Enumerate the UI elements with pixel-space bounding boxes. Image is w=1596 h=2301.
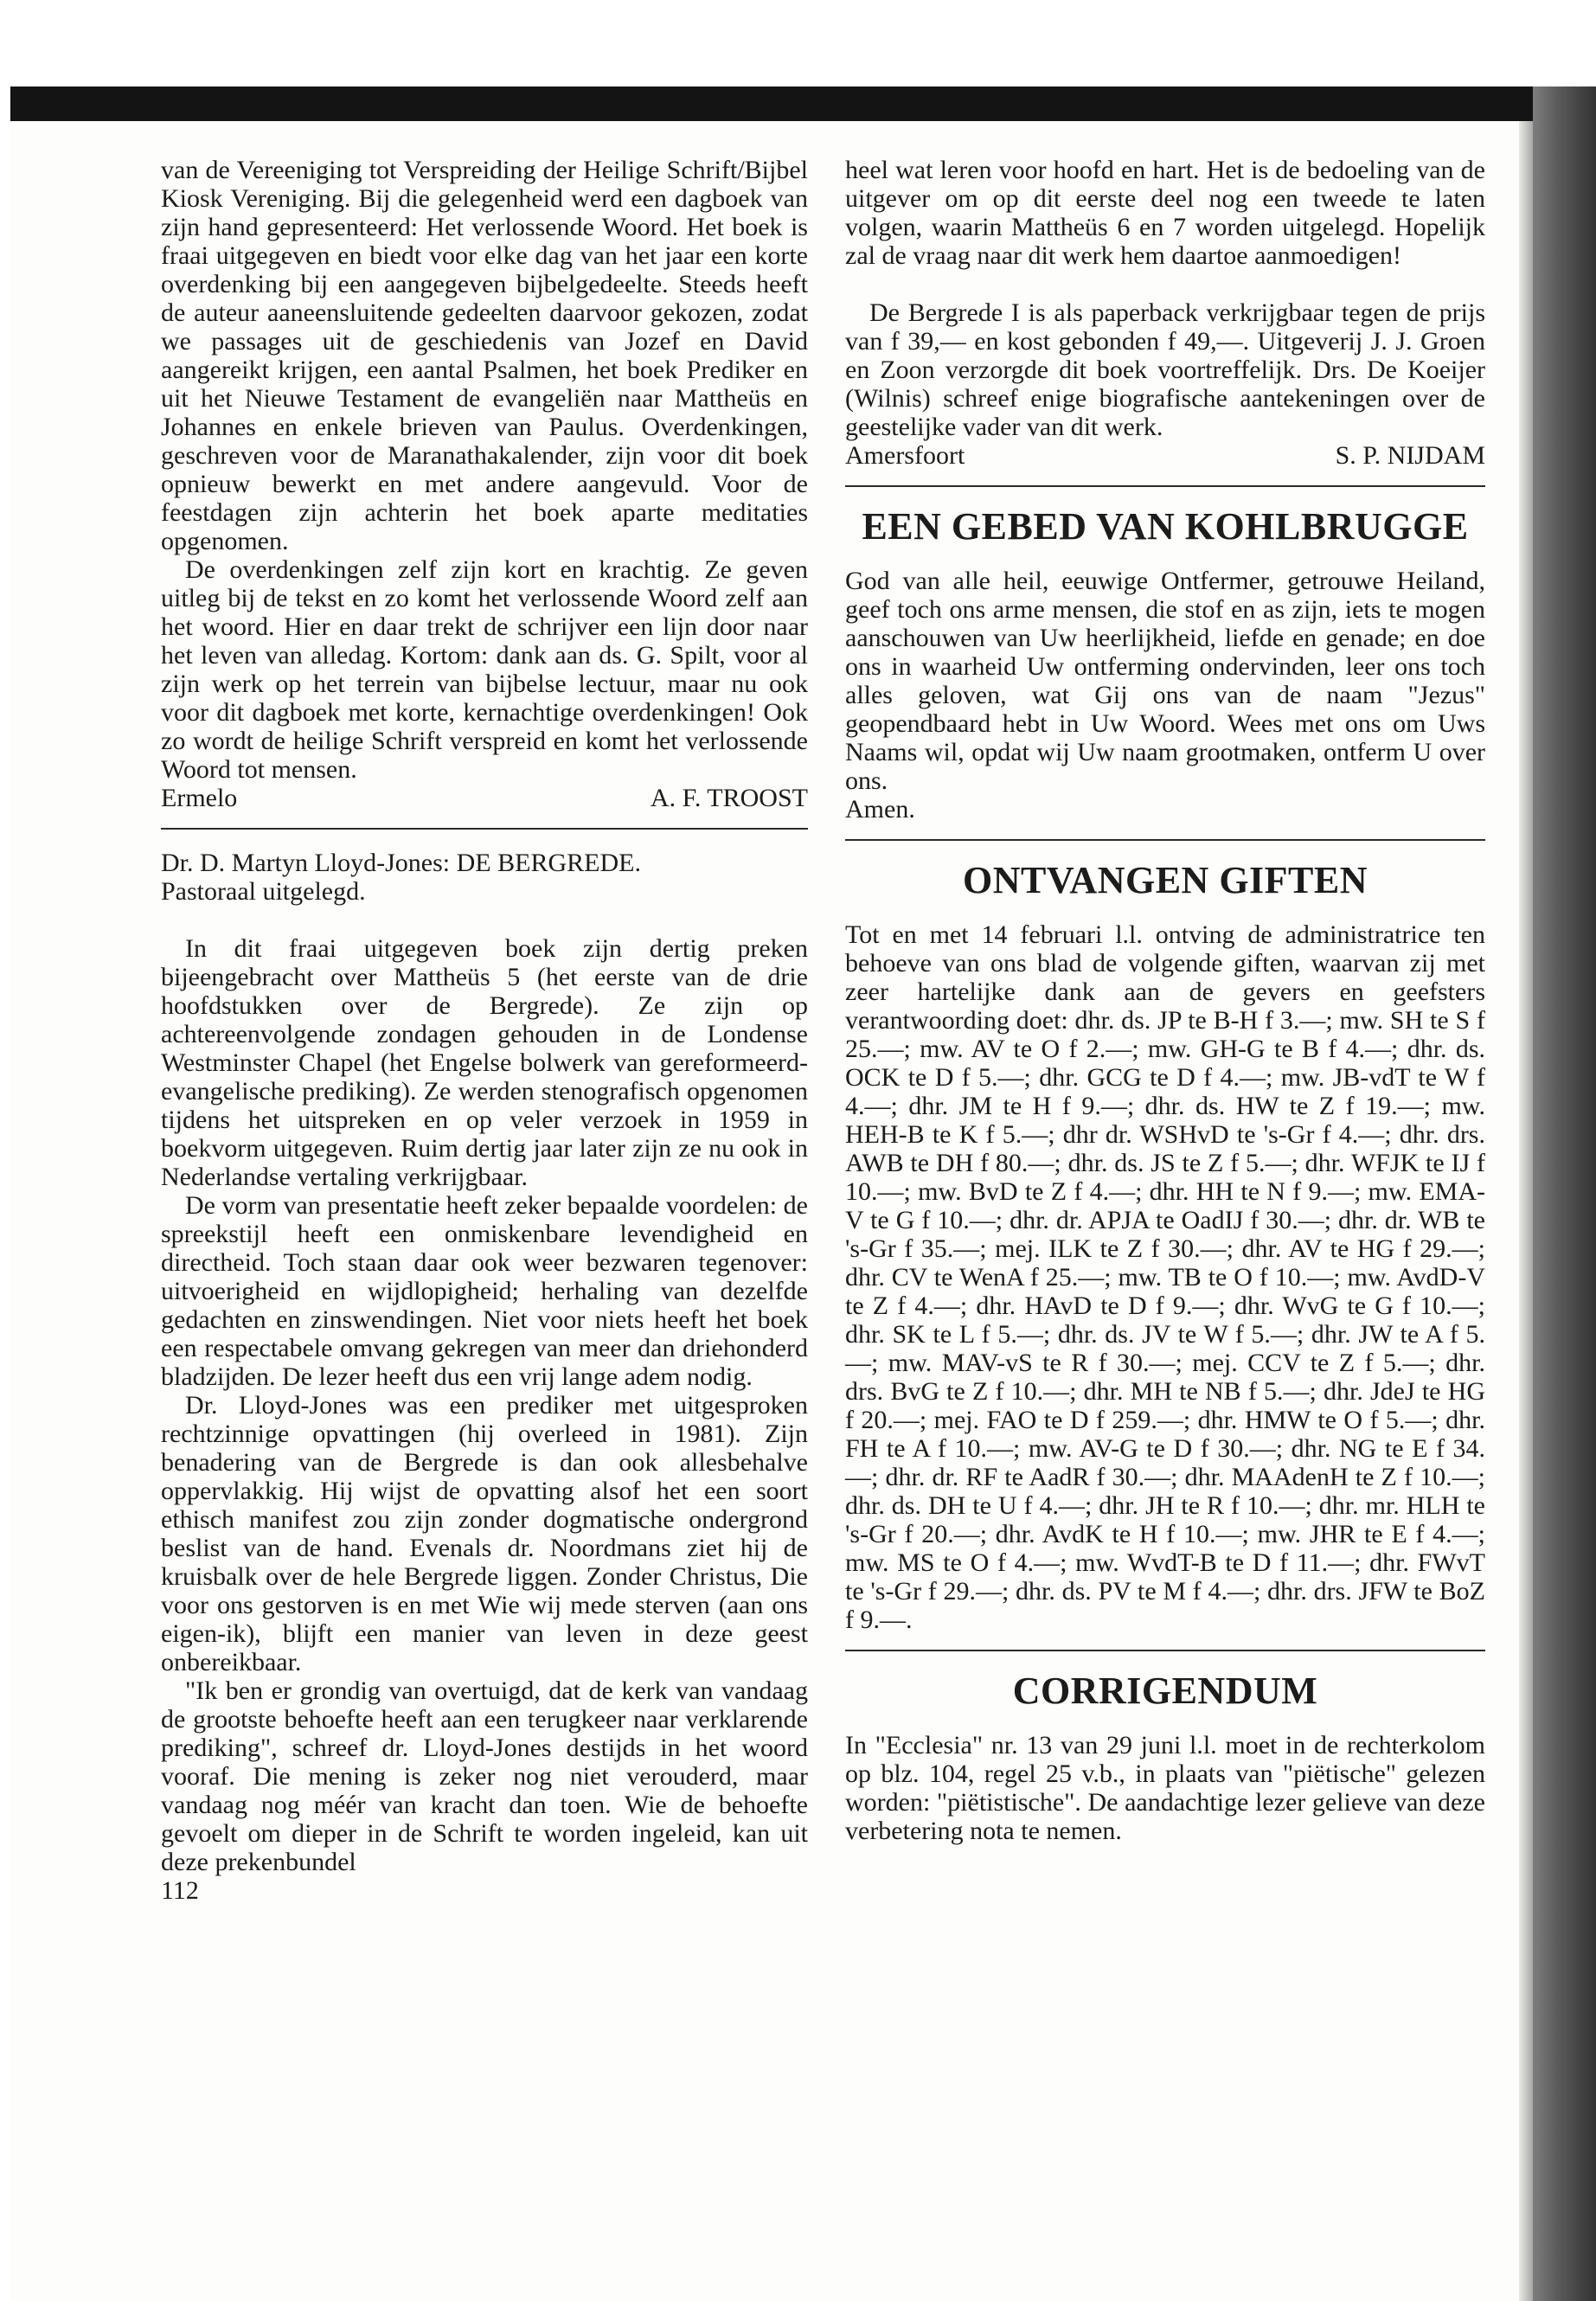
review-bergrede-paragraph-6: De Bergrede I is als paperback verkrijgbaar tegen de prijs van f 39,— en kost gebonden f 49,—. Uitgeverij J. J. Groen en Zoon verzorgde dit boek voortreffelijk. Drs. De Koeijer (Wilnis) schreef enige biografische aantekeningen over de geestelijke vader van dit werk. (845, 298, 1485, 441)
left-column (161, 156, 808, 1905)
section-divider (845, 839, 1485, 841)
section-divider (161, 828, 808, 830)
review-title: Dr. D. Martyn Lloyd-Jones: DE BERGREDE. (161, 849, 641, 877)
corrigendum-text: In "Ecclesia" nr. 13 van 29 juni l.l. moet in de rechterkolom op blz. 104, regel 25 v.b., in plaats van "piëtische" gelezen worden: "piëtistische". De aandachtige lezer gelieve van deze verbetering nota te nemen. (845, 1731, 1485, 1845)
scan-left-edge (0, 87, 10, 2301)
review-bergrede-paragraph-1: In dit fraai uitgegeven boek zijn dertig preken bijeengebracht over Mattheüs 5 (het eerste van de drie hoofdstukken over de Bergrede). Ze zijn op achtereenvolgende zondagen gehouden in de Londense Westminster Chapel (het Engelse bolwerk van gereformeerd-evangelische prediking). Ze werden stenografisch opgenomen tijdens het uitspreken en op veler verzoek in 1959 in boekvorm uitgegeven. Ruim dertig jaar later zijn ze nu ook in Nederlandse vertaling verkrijgbaar. (161, 934, 808, 1191)
scan-right-border (1533, 87, 1596, 2301)
prayer-text: God van alle heil, eeuwige Ontfermer, getrouwe Heiland, geef toch ons arme mensen, die stof en as zijn, iets te mogen aanschouwen van Uw heerlijkheid, liefde en genade; en doe ons in waarheid Uw ontferming ondervinden, leer ons toch alles geloven, wat Gij ons van de naam "Jezus" geopendbaard hebt in Uw Woord. Wees met ons om Uws Naams wil, opdat wij Uw naam grootmaken, ontferm U over ons. (845, 567, 1485, 795)
signature-name: S. P. NIJDAM (1335, 441, 1485, 470)
review-bergrede-paragraph-4: "Ik ben er grondig van overtuigd, dat de kerk van vandaag de grootste behoefte heeft aan een terugkeer naar verklarende prediking", schreef dr. Lloyd-Jones destijds in het woord vooraf. Die mening is zeker nog niet verouderd, maar vandaag nog méér van kracht dan toen. Wie de behoefte gevoelt om dieper in de Schrift te worden ingeleid, kan uit deze prekenbundel (161, 1676, 808, 1876)
signature-name: A. F. TROOST (650, 784, 808, 812)
review-bergrede-paragraph-3: Dr. Lloyd-Jones was een prediker met uitgesproken rechtzinnige opvattingen (hij overleed in 1981). Zijn benadering van de Bergrede is dan ook allesbehalve oppervlakkig. Hij wijst de opvatting alsof het een soort ethisch manifest zou zijn zonder dogmatische ondergrond beslist van de hand. Evenals dr. Noordmans ziet hij de kruisbalk over de hele Bergrede liggen. Zonder Christus, Die voor ons gestorven is en met Wie wij mede sterven (aan ons eigen-ik), blijft een manier van leven in deze geest onbereikbaar. (161, 1391, 808, 1676)
gifts-list: Tot en met 14 februari l.l. ontving de administratrice ten behoeve van ons blad de volgende giften, waarvan zij met zeer hartelijke dank aan de gevers en geefsters verantwoording doet: dhr. ds. JP te B-H f 3.—; mw. SH te S f 25.—; mw. AV te O f 2.—; mw. GH-G te B f 4.—; dhr. ds. OCK te D f 5.—; dhr. GCG te D f 4.—; mw. JB-vdT te W f 4.—; dhr. JM te H f 9.—; dhr. ds. HW te Z f 19.—; mw. HEH-B te K f 5.—; dhr dr. WSHvD te 's-Gr f 4.—; dhr. drs. AWB te DH f 80.—; dhr. ds. JS te Z f 5.—; dhr. WFJK te IJ f 10.—; mw. BvD te Z f 4.—; dhr. HH te N f 9.—; mw. EMA-V te G f 10.—; dhr. dr. APJA te OadIJ f 30.—; dhr. dr. WB te 's-Gr f 35.—; mej. ILK te Z f 30.—; dhr. AV te HG f 29.—; dhr. CV te WenA f 25.—; mw. TB te O f 10.—; mw. AvdD-V te Z f 4.—; dhr. HAvD te D f 9.—; dhr. WvG te G f 10.—; dhr. SK te L f 5.—; dhr. ds. JV te W f 5.—; dhr. JW te A f 5.—; mw. MAV-vS te R f 30.—; mej. CCV te Z f 5.—; dhr. drs. BvG te Z f 10.—; dhr. MH te NB f 5.—; dhr. JdeJ te HG f 20.—; mej. FAO te D f 259.—; dhr. HMW te O f 5.—; dhr. FH te A f 10.—; mw. AV-G te D f 30.—; dhr. NG te E f 34.—; dhr. dr. RF te AadR f 30.—; dhr. MAAdenH te Z f 10.—; dhr. ds. DH te U f 4.—; dhr. JH te R f 10.—; dhr. mr. HLH te 's-Gr f 20.—; dhr. AvdK te H f 10.—; mw. JHR te E f 4.—; mw. MS te O f 4.—; mw. WvdT-B te D f 11.—; dhr. FWvT te 's-Gr f 29.—; dhr. ds. PV te M f 4.—; dhr. drs. JFW te BoZ f 9.—. (845, 920, 1485, 1634)
section-divider (845, 485, 1485, 487)
signature-place: Amersfoort (845, 441, 965, 470)
review-bergrede-paragraph-5: heel wat leren voor hoofd en hart. Het is de bedoeling van de uitgever om op dit eerste deel nog een tweede te laten volgen, waarin Mattheüs 6 en 7 worden uitgelegd. Hopelijk zal de vraag naar dit werk hem daartoe aanmoedigen! (845, 156, 1485, 270)
review-subtitle: Pastoraal uitgelegd. (161, 877, 366, 906)
heading-corrigendum: CORRIGENDUM (1012, 1670, 1318, 1712)
signature-troost (161, 784, 808, 812)
heading-giften: ONTVANGEN GIFTEN (962, 859, 1368, 901)
review-dagboek-paragraph-2: De overdenkingen zelf zijn kort en krachtig. Ze geven uitleg bij de tekst en zo komt het verlossende Woord zelf aan het woord. Hier en daar trekt de schrijver een lijn door naar het leven van alledag. Kortom: dank aan ds. G. Spilt, voor al zijn werk op het terrein van bijbelse lectuur, maar nu ook voor dit dagboek met korte, kernachtige overdenkingen! Ook zo wordt de heilige Schrift verspreid en komt het verlossende Woord tot mensen. (161, 555, 808, 784)
right-column (845, 156, 1485, 1845)
scan-top-margin (0, 0, 1596, 97)
review-dagboek-paragraph-1: van de Vereeniging tot Verspreiding der Heilige Schrift/Bijbel Kiosk Vereniging. Bij die gelegenheid werd een dagboek van zijn hand gepresenteerd: Het verlossende Woord. Het boek is fraai uitgegeven en biedt voor elke dag van het jaar een korte overdenking bij een aangegeven bijbelgedeelte. Steeds heeft de auteur aaneensluitende gedeelten daarvoor gekozen, zodat we passages uit de geschiedenis van Jozef en David aangereikt krijgen, een aantal Psalmen, het boek Prediker en uit het Nieuwe Testament de evangeliën naar Mattheüs en Johannes en enkele brieven van Paulus. Overdenkingen, geschreven voor de Maranathakalender, zijn voor dit boek opnieuw bewerkt en met andere aangevuld. Voor de feestdagen zijn achterin het boek aparte meditaties opgenomen. (161, 156, 808, 555)
page-fold-shadow (1519, 121, 1533, 2301)
heading-gebed: EEN GEBED VAN KOHLBRUGGE (862, 505, 1469, 548)
scan-top-border (10, 87, 1596, 121)
signature-nijdam (845, 441, 1485, 470)
page-number: 112 (161, 1876, 199, 1905)
prayer-amen: Amen. (845, 795, 915, 824)
signature-place: Ermelo (161, 784, 238, 812)
section-divider (845, 1650, 1485, 1651)
review-bergrede-paragraph-2: De vorm van presentatie heeft zeker bepaalde voordelen: de spreekstijl heeft een onmiskenbare levendigheid en directheid. Toch staan daar ook weer bezwaren tegenover: uitvoerigheid en wijdlopigheid; herhaling van dezelfde gedachten en zinswendingen. Niet voor niets heeft het boek een respectabele omvang gekregen van meer dan driehonderd bladzijden. De lezer heeft dus een vrij lange adem nodig. (161, 1191, 808, 1391)
